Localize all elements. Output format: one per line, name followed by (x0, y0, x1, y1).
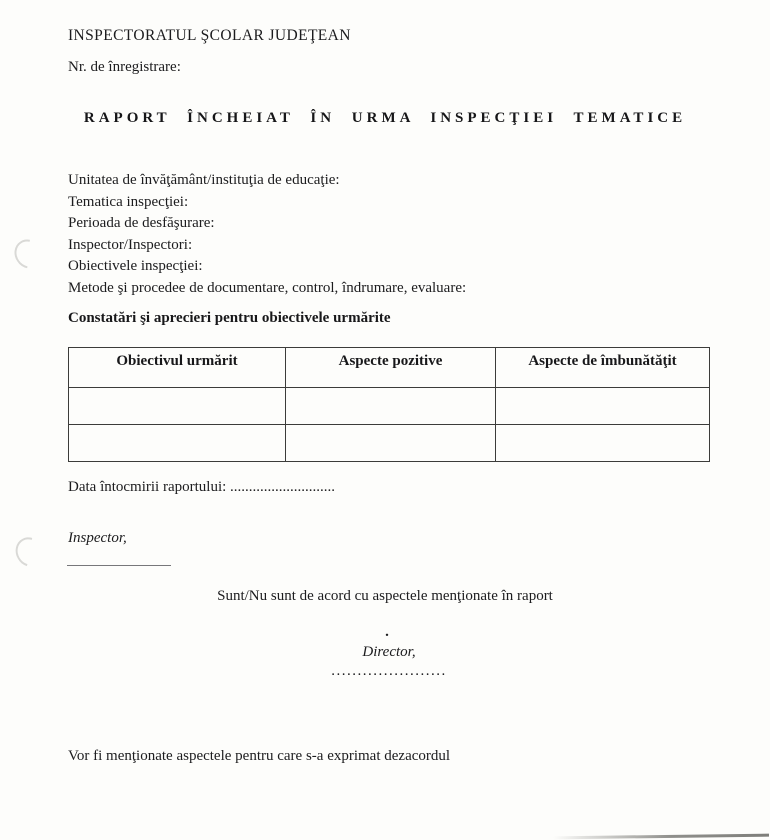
director-signature-dots: ...................... (331, 663, 447, 679)
punch-hole-artifact (10, 532, 48, 571)
findings-table (68, 347, 710, 462)
dot-mark: . (385, 624, 389, 640)
field-period: Perioada de desfăşurare: (68, 215, 215, 232)
column-header-improvement-aspects: Aspecte de îmbunătăţit (496, 348, 710, 388)
report-title: RAPORT ÎNCHEIAT ÎN URMA INSPECŢIEI TEMATICE (83, 110, 687, 126)
table-header-row (69, 348, 710, 388)
inspector-signature-line (67, 565, 171, 566)
agreement-statement: Sunt/Nu sunt de acord cu aspectele menţionate în raport (217, 588, 553, 604)
table-cell (496, 388, 710, 425)
table-row (69, 388, 710, 425)
disagreement-note: Vor fi menţionate aspectele pentru care s-a exprimat dezacordul (68, 748, 451, 764)
table-cell (69, 425, 286, 462)
field-unit-of-education: Unitatea de învăţământ/instituţia de educaţie: (68, 172, 340, 188)
field-inspectors: Inspector/Inspectori: (68, 236, 193, 253)
field-methods: Metode şi procedee de documentare, control, îndrumare, evaluare: (68, 279, 467, 296)
registration-number-label: Nr. de înregistrare: (68, 59, 181, 75)
field-list (68, 170, 708, 300)
field-objectives: Obiectivele inspecţiei: (68, 258, 203, 275)
scan-edge-artifact (553, 833, 769, 838)
field-inspection-theme: Tematica inspecţiei: (68, 193, 189, 210)
report-date-line: Data întocmirii raportului: ............................ (68, 479, 336, 495)
column-header-positive-aspects: Aspecte pozitive (286, 348, 496, 388)
inspector-signature-label: Inspector, (68, 530, 127, 546)
punch-hole-artifact (9, 234, 48, 274)
table-cell (69, 388, 286, 425)
table-cell (496, 425, 710, 462)
table-cell (286, 425, 496, 462)
institution-name: INSPECTORATUL ŞCOLAR JUDEŢEAN (68, 27, 351, 44)
findings-heading: Constatări şi aprecieri pentru obiectivele urmărite (68, 310, 391, 326)
director-signature-label: Director, (362, 644, 416, 660)
table-cell (286, 388, 496, 425)
table-row (69, 425, 710, 462)
column-header-objective: Obiectivul urmărit (69, 348, 286, 388)
